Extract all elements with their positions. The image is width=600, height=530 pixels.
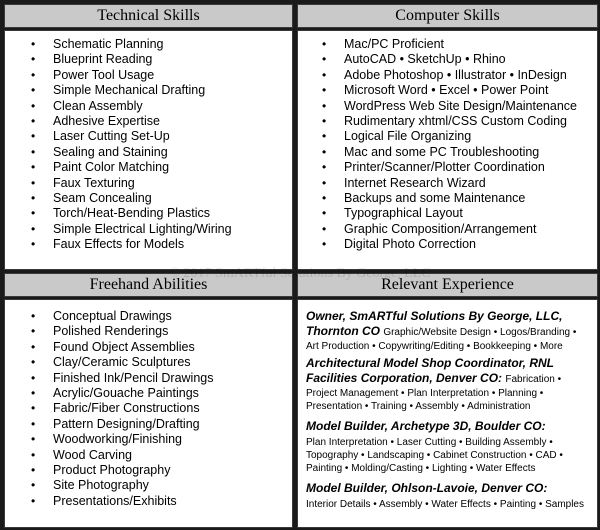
experience-entry bbox=[306, 481, 596, 511]
list-item bbox=[322, 190, 577, 206]
list-item-text: Simple Mechanical Drafting bbox=[53, 83, 206, 98]
list-item-text: Adhesive Expertise bbox=[53, 113, 161, 128]
list-item-text: Polished Renderings bbox=[53, 324, 169, 339]
list-item bbox=[31, 385, 214, 401]
bullet-icon: • bbox=[322, 221, 327, 236]
bullet-icon: • bbox=[322, 67, 327, 82]
experience-inline-desc: Graphic/Website Design • Logos/Branding • bbox=[383, 327, 577, 338]
technical-skills-title: Technical Skills bbox=[97, 7, 200, 24]
bullet-icon: • bbox=[322, 37, 327, 51]
list-item bbox=[31, 478, 214, 493]
experience-inline-desc: Fabrication • bbox=[505, 374, 562, 385]
list-item bbox=[31, 144, 232, 160]
freehand-abilities-header bbox=[4, 273, 293, 297]
list-item-text: Torch/Heat-Bending Plastics bbox=[53, 206, 211, 221]
bullet-icon: • bbox=[31, 52, 36, 67]
bullet-icon: • bbox=[322, 83, 327, 98]
list-item bbox=[31, 237, 232, 252]
bullet-icon: • bbox=[31, 401, 36, 416]
list-item-text: Power Tool Usage bbox=[53, 67, 155, 82]
list-item-text: Digital Photo Correction bbox=[344, 237, 477, 252]
bullet-icon: • bbox=[31, 462, 36, 477]
list-item bbox=[31, 309, 214, 324]
list-item bbox=[31, 339, 214, 355]
list-item-text: Paint Color Matching bbox=[53, 160, 170, 175]
list-item bbox=[322, 52, 577, 67]
list-item-text: Typographical Layout bbox=[344, 206, 463, 221]
experience-desc-line: Art Production • Copywriting/Editing • Bookkeeping • More bbox=[306, 341, 563, 352]
experience-title: Model Builder, Ohlson-Lavoie, Denver CO: bbox=[306, 481, 548, 495]
experience-desc-line: Painting • Molding/Casting • Lighting • Water Effects bbox=[306, 463, 536, 474]
list-item bbox=[322, 144, 577, 160]
experience-desc-line: Interior Details • Assembly • Water Effects • Painting • Samples bbox=[306, 499, 584, 510]
list-item bbox=[31, 37, 232, 52]
relevant-experience-header bbox=[297, 273, 598, 297]
bullet-icon: • bbox=[31, 175, 36, 190]
experience-title: Owner, SmARTful Solutions By George, LLC, Thornton CO bbox=[306, 309, 563, 338]
bullet-icon: • bbox=[31, 416, 36, 431]
bullet-icon: • bbox=[322, 144, 327, 159]
list-item bbox=[31, 190, 232, 206]
bullet-icon: • bbox=[31, 113, 36, 128]
experience-desc-line: Topography • Landscaping • Cabinet Construction • CAD • bbox=[306, 450, 563, 461]
list-item-text: Faux Effects for Models bbox=[53, 237, 185, 252]
bullet-icon: • bbox=[322, 206, 327, 221]
experience-entry bbox=[306, 419, 596, 475]
computer-skills-header bbox=[297, 4, 598, 28]
computer-skills-title: Computer Skills bbox=[395, 7, 500, 24]
list-item-text: Sealing and Staining bbox=[53, 144, 168, 159]
list-item bbox=[31, 83, 232, 98]
freehand-abilities-panel bbox=[4, 299, 293, 528]
bullet-icon: • bbox=[31, 98, 36, 113]
list-item-text: Blueprint Reading bbox=[53, 52, 153, 67]
list-item-text: Laser Cutting Set-Up bbox=[53, 129, 170, 144]
list-item bbox=[31, 370, 214, 386]
list-item-text: Product Photography bbox=[53, 462, 171, 477]
list-item bbox=[31, 160, 232, 175]
list-item-text: Woodworking/Finishing bbox=[53, 432, 182, 447]
list-item-text: Adobe Photoshop • Illustrator • InDesign bbox=[344, 67, 567, 82]
bullet-icon: • bbox=[31, 37, 36, 51]
bullet-icon: • bbox=[31, 370, 36, 385]
technical-skills-header bbox=[4, 4, 293, 28]
list-item-text: Rudimentary xhtml/CSS Custom Coding bbox=[344, 113, 567, 128]
bullet-icon: • bbox=[322, 113, 327, 128]
list-item-text: Pattern Designing/Drafting bbox=[53, 416, 200, 431]
bullet-icon: • bbox=[31, 144, 36, 159]
list-item bbox=[322, 175, 577, 191]
list-item bbox=[322, 83, 577, 98]
bullet-icon: • bbox=[31, 129, 36, 144]
bullet-icon: • bbox=[31, 309, 36, 323]
list-item-text: Finished Ink/Pencil Drawings bbox=[53, 370, 214, 385]
list-item bbox=[31, 98, 232, 114]
list-item bbox=[31, 432, 214, 447]
relevant-experience-panel bbox=[297, 299, 598, 528]
bullet-icon: • bbox=[31, 324, 36, 339]
list-item-text: Clay/Ceramic Sculptures bbox=[53, 355, 191, 370]
list-item bbox=[31, 416, 214, 432]
list-item-text: Graphic Composition/Arrangement bbox=[344, 221, 537, 236]
bullet-icon: • bbox=[31, 493, 36, 508]
list-item bbox=[322, 221, 577, 237]
list-item-text: Wood Carving bbox=[53, 447, 132, 462]
experience-entry bbox=[306, 356, 596, 413]
list-item bbox=[31, 324, 214, 339]
bullet-icon: • bbox=[322, 190, 327, 205]
list-item-text: Printer/Scanner/Plotter Coordination bbox=[344, 160, 545, 175]
list-item-text: WordPress Web Site Design/Maintenance bbox=[344, 98, 577, 113]
bullet-icon: • bbox=[322, 175, 327, 190]
bullet-icon: • bbox=[31, 339, 36, 354]
list-item bbox=[31, 113, 232, 129]
list-item bbox=[322, 37, 577, 52]
relevant-experience-title: Relevant Experience bbox=[381, 276, 514, 293]
list-item bbox=[31, 67, 232, 83]
list-item bbox=[31, 462, 214, 478]
list-item bbox=[31, 206, 232, 221]
bullet-icon: • bbox=[322, 129, 327, 144]
freehand-abilities-list bbox=[31, 309, 214, 509]
list-item bbox=[31, 175, 232, 191]
experience-title: Model Builder, Archetype 3D, Boulder CO: bbox=[306, 419, 546, 433]
experience-entry bbox=[306, 309, 596, 353]
freehand-abilities-title: Freehand Abilities bbox=[89, 276, 208, 293]
list-item-text: Seam Concealing bbox=[53, 190, 152, 205]
bullet-icon: • bbox=[31, 432, 36, 447]
list-item bbox=[322, 160, 577, 175]
list-item bbox=[322, 98, 577, 114]
list-item-text: Microsoft Word • Excel • Power Point bbox=[344, 83, 549, 98]
list-item-text: Presentations/Exhibits bbox=[53, 493, 177, 508]
list-item-text: Mac/PC Proficient bbox=[344, 37, 445, 51]
computer-skills-list bbox=[322, 37, 577, 252]
experience-desc-line: Project Management • Plan Interpretation • Planning • bbox=[306, 388, 544, 399]
bullet-icon: • bbox=[31, 83, 36, 98]
list-item-text: Backups and some Maintenance bbox=[344, 190, 526, 205]
list-item bbox=[31, 493, 214, 509]
list-item bbox=[322, 206, 577, 221]
list-item-text: Schematic Planning bbox=[53, 37, 164, 51]
list-item-text: Acrylic/Gouache Paintings bbox=[53, 385, 199, 400]
list-item bbox=[322, 129, 577, 144]
list-item bbox=[322, 113, 577, 129]
list-item bbox=[31, 52, 232, 67]
bullet-icon: • bbox=[322, 98, 327, 113]
list-item-text: Fabric/Fiber Constructions bbox=[53, 401, 200, 416]
list-item bbox=[322, 67, 577, 83]
bullet-icon: • bbox=[322, 237, 327, 252]
list-item-text: Mac and some PC Troubleshooting bbox=[344, 144, 540, 159]
bullet-icon: • bbox=[322, 52, 327, 67]
bullet-icon: • bbox=[31, 478, 36, 493]
bullet-icon: • bbox=[31, 355, 36, 370]
bullet-icon: • bbox=[31, 67, 36, 82]
list-item-text: AutoCAD • SketchUp • Rhino bbox=[344, 52, 506, 67]
experience-desc-line: Plan Interpretation • Laser Cutting • Building Assembly • bbox=[306, 437, 553, 448]
list-item-text: Conceptual Drawings bbox=[53, 309, 172, 323]
bullet-icon: • bbox=[31, 221, 36, 236]
bullet-icon: • bbox=[31, 160, 36, 175]
list-item-text: Simple Electrical Lighting/Wiring bbox=[53, 221, 232, 236]
bullet-icon: • bbox=[31, 447, 36, 462]
technical-skills-list bbox=[31, 37, 232, 252]
list-item-text: Logical File Organizing bbox=[344, 129, 472, 144]
list-item bbox=[31, 355, 214, 370]
computer-skills-panel bbox=[297, 30, 598, 270]
experience-title: Architectural Model Shop Coordinator, RNL Facilities Corporation, Denver CO: bbox=[306, 356, 554, 385]
bullet-icon: • bbox=[31, 206, 36, 221]
list-item bbox=[31, 401, 214, 416]
list-item bbox=[31, 447, 214, 463]
bullet-icon: • bbox=[31, 237, 36, 252]
list-item-text: Clean Assembly bbox=[53, 98, 143, 113]
bullet-icon: • bbox=[31, 190, 36, 205]
list-item-text: Found Object Assemblies bbox=[53, 339, 195, 354]
bullet-icon: • bbox=[31, 385, 36, 400]
list-item-text: Internet Research Wizard bbox=[344, 175, 486, 190]
list-item bbox=[31, 129, 232, 144]
list-item-text: Faux Texturing bbox=[53, 175, 135, 190]
list-item bbox=[31, 221, 232, 237]
list-item-text: Site Photography bbox=[53, 478, 149, 493]
list-item bbox=[322, 237, 577, 252]
technical-skills-panel bbox=[4, 30, 293, 270]
experience-desc-line: Presentation • Training • Assembly • Administration bbox=[306, 401, 531, 412]
bullet-icon: • bbox=[322, 160, 327, 175]
